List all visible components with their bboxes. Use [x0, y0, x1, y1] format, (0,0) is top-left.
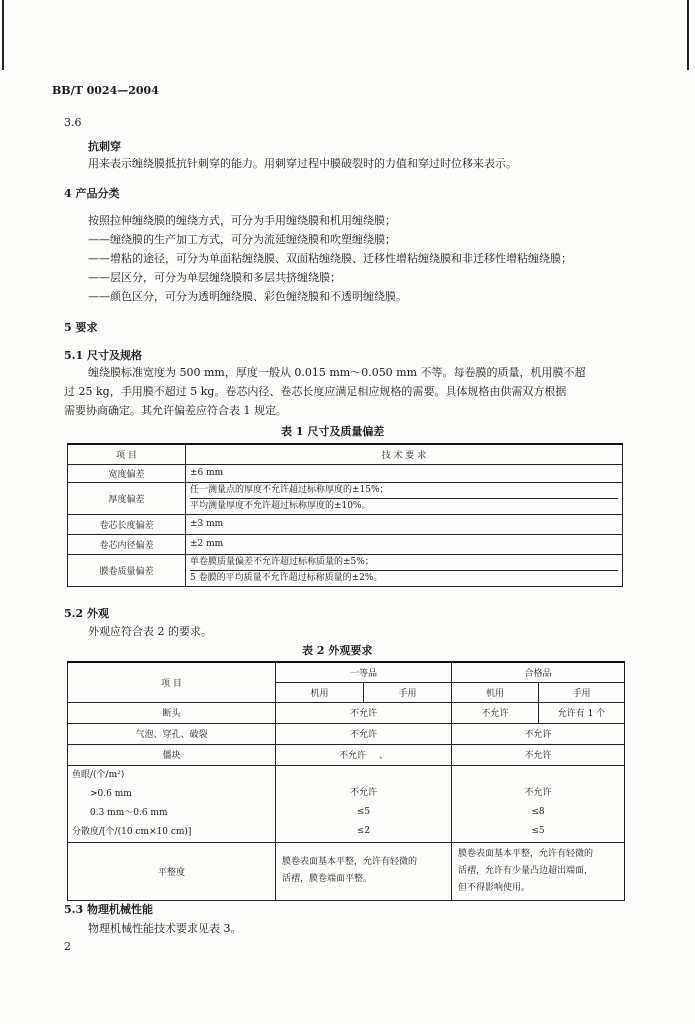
- scan-edge-mark-left: [2, 0, 4, 70]
- table-2-value-cell: [276, 842, 452, 900]
- section-4-line: ——增粘的途径，可分为单面粘缠绕膜、双面粘缠绕膜、迁移性增粘缠绕膜和非迁移性增粘缠绕膜；: [88, 252, 572, 265]
- section-3-6-term: 抗刺穿: [88, 140, 121, 153]
- table-1-req: 任一测量点的厚度不允许超过标称厚度的±15%；: [190, 484, 389, 495]
- section-4-line: ——层区分，可分为单层缠绕膜和多层共挤缠绕膜；: [88, 271, 341, 284]
- table-1-req: ±6 mm: [186, 464, 623, 482]
- table-row: [68, 482, 623, 514]
- table-row: [68, 702, 625, 723]
- table-row: [68, 534, 623, 554]
- table-row: [68, 554, 623, 586]
- table-2-value: 不允许: [339, 751, 367, 761]
- table-2-value: 不允许: [452, 744, 625, 765]
- section-4-line: ——颜色区分，可分为透明缠绕膜、彩色缠绕膜和不透明缠绕膜。: [88, 290, 407, 303]
- table-1-req: 平均测量厚度不允许超过标称厚度的±10%。: [190, 498, 618, 514]
- section-5-heading: 5 要求: [64, 321, 98, 334]
- table-2-value: 不允许: [349, 787, 377, 798]
- section-4-heading: 4 产品分类: [64, 187, 120, 200]
- table-2-header-grade-1: 一等品: [276, 662, 452, 682]
- table-2-value: 允许有 1 个: [539, 702, 625, 723]
- table-2-value-cell: [452, 765, 625, 842]
- table-1: [67, 443, 623, 587]
- table-1-item: 宽度偏差: [68, 464, 186, 482]
- table-1-req: 单卷膜质量偏差不允许超过标称质量的±5%；: [190, 556, 374, 567]
- table-2-value: ≤5: [356, 806, 371, 817]
- table-2-value: 不允许: [452, 702, 539, 723]
- table-2-subitem: 0.3 mm～0.6 mm: [90, 807, 168, 818]
- table-2-value: ≤8: [531, 806, 545, 817]
- section-5-2-heading: 5.2 外观: [64, 607, 109, 620]
- section-4-line: ——缠绕膜的生产加工方式，可分为流延缠绕膜和吹塑缠绕膜；: [88, 233, 396, 246]
- table-row: [68, 464, 623, 482]
- section-5-1-heading: 5.1 尺寸及规格: [64, 349, 142, 362]
- table-row: [68, 662, 625, 682]
- table-row: [68, 514, 623, 534]
- table-2-header-hand: 手用: [539, 682, 625, 702]
- table-2-item: 僵块: [68, 744, 276, 765]
- table-1-req: ±2 mm: [186, 534, 623, 554]
- table-1-header-requirement: 技 术 要 求: [186, 444, 623, 464]
- table-2-value: 膜卷表面基本平整，允许有轻微的: [458, 848, 594, 859]
- table-1-item: 卷芯内径偏差: [68, 534, 186, 554]
- table-2-header-grade-2: 合格品: [452, 662, 625, 682]
- table-2-value: 不允许: [276, 723, 452, 744]
- table-2-value: 活褶，允许有少量凸边超出端面，: [458, 865, 594, 876]
- section-5-3-text: 物理机械性能技术要求见表 3。: [88, 922, 242, 935]
- table-2-header-item: 项 目: [68, 662, 276, 702]
- table-2-header-machine: 机用: [452, 682, 539, 702]
- table-2: [67, 661, 625, 901]
- table-2-item-cell: [68, 765, 276, 842]
- table-2-header-hand: 手用: [364, 682, 452, 702]
- table-2-header-machine: 机用: [276, 682, 364, 702]
- table-1-req-cell: [186, 482, 623, 514]
- table-row: [68, 842, 625, 900]
- table-2-caption: 表 2 外观要求: [302, 644, 373, 657]
- table-row: [68, 765, 625, 842]
- table-2-value: 不允许: [524, 787, 552, 798]
- table-2-item: 分散度/[个/(10 cm×10 cm)]: [72, 826, 192, 837]
- scan-mark: 、: [378, 751, 388, 761]
- table-1-item: 膜卷质量偏差: [68, 554, 186, 586]
- table-2-item: 鱼眼/(个/m²): [72, 769, 125, 780]
- table-1-req: 5 卷膜的平均质量不允许超过标称质量的±2%。: [190, 570, 618, 586]
- table-2-value: 不允许: [452, 723, 625, 744]
- table-2-value: ≤2: [356, 825, 371, 836]
- table-2-value: 不允许: [276, 702, 452, 723]
- table-2-value: 但不得影响使用。: [458, 882, 531, 893]
- table-2-item: 平整度: [68, 842, 276, 900]
- table-2-item: 断头: [68, 702, 276, 723]
- table-1-req-cell: [186, 554, 623, 586]
- standard-code: BB/T 0024—2004: [52, 84, 159, 97]
- table-row: [68, 444, 623, 464]
- section-5-1-line: 过 25 kg，手用膜不超过 5 kg。卷芯内径、卷芯长度应满足相应规格的需要。具体规格由供需双方根据: [64, 385, 567, 398]
- table-2-value: 活褶，膜卷端面平整。: [282, 874, 373, 884]
- section-3-6-number: 3.6: [64, 116, 82, 129]
- scan-edge-mark-right: [687, 0, 689, 70]
- section-3-6-definition: 用来表示缠绕膜抵抗针刺穿的能力。用刺穿过程中膜破裂时的力值和穿过时位移来表示。: [88, 157, 517, 170]
- section-5-2-text: 外观应符合表 2 的要求。: [88, 625, 212, 638]
- table-row: [68, 723, 625, 744]
- table-2-value: ≤5: [531, 825, 545, 836]
- table-1-req: ±3 mm: [186, 514, 623, 534]
- table-1-item: 厚度偏差: [68, 482, 186, 514]
- section-5-3-heading: 5.3 物理机械性能: [64, 903, 153, 916]
- table-1-item: 卷芯长度偏差: [68, 514, 186, 534]
- table-2-item: 气泡、穿孔、破裂: [68, 723, 276, 744]
- section-5-1-line: 需要协商确定。其允许偏差应符合表 1 规定。: [64, 404, 287, 417]
- section-4-line: 按照拉伸缠绕膜的缠绕方式，可分为手用缠绕膜和机用缠绕膜；: [88, 214, 396, 227]
- section-5-1-line: 缠绕膜标准宽度为 500 mm，厚度一般从 0.015 mm～0.050 mm 不等。每卷膜的质量，机用膜不超: [88, 366, 586, 379]
- table-1-caption: 表 1 尺寸及质量偏差: [281, 425, 385, 438]
- table-row: [68, 744, 625, 765]
- table-2-subitem: >0.6 mm: [90, 788, 132, 799]
- table-1-header-item: 项 目: [68, 444, 186, 464]
- table-2-value-cell: [276, 765, 452, 842]
- page-number: 2: [64, 940, 71, 953]
- table-2-value: 膜卷表面基本平整，允许有轻微的: [282, 857, 418, 867]
- table-2-value-cell: [452, 842, 625, 900]
- table-2-value-cell: [276, 744, 452, 765]
